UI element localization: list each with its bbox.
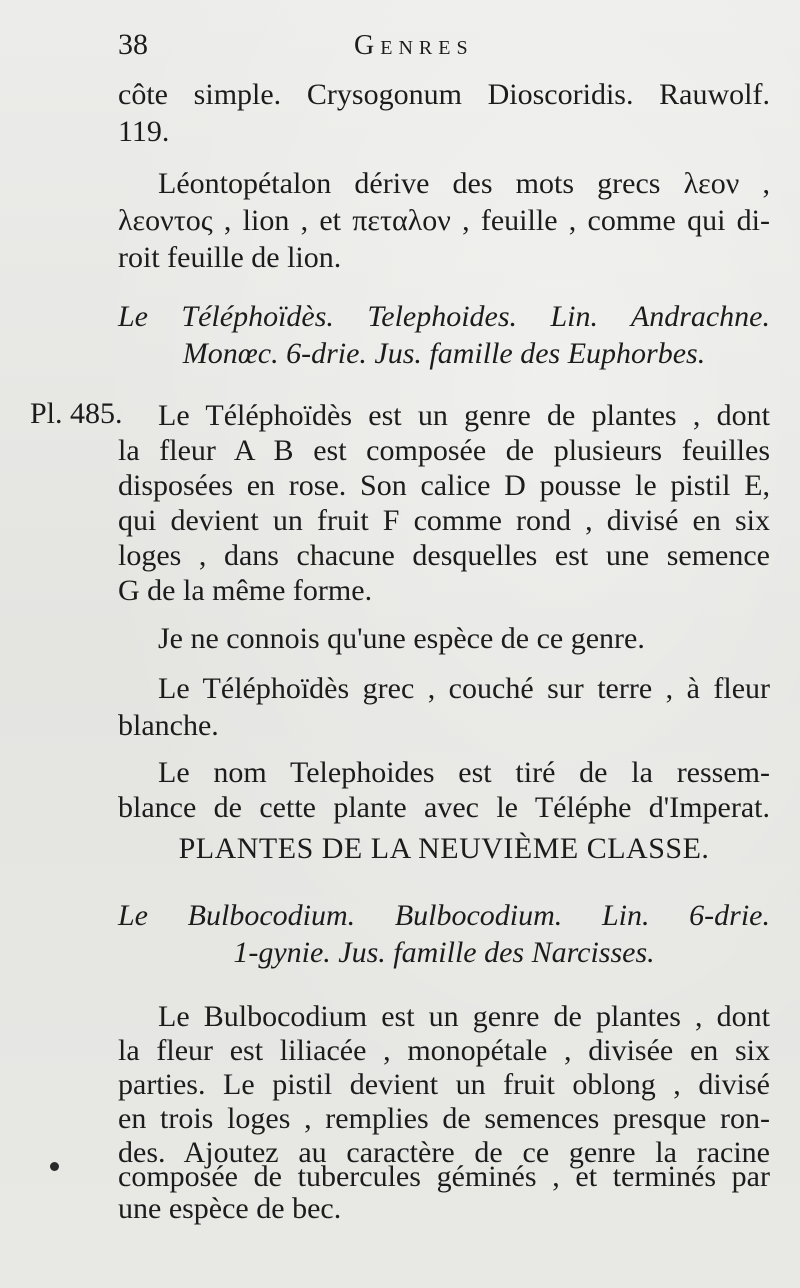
text-line: G de la même forme. (118, 574, 373, 607)
text-line: blance de cette plante avec le Téléphe d'Imperat. (118, 791, 770, 824)
ink-spot (50, 1162, 59, 1171)
genus-entry-heading: Monœc. 6-drie. Jus. famille des Euphorbes. (182, 337, 706, 370)
genus-entry-heading: Le Bulbocodium. Bulbocodium. Lin. 6-drie. (118, 899, 770, 932)
text-line: la fleur est liliacée , monopétale , divisée en six (118, 1034, 770, 1067)
text-line: des. Ajoutez au caractère de ce genre la racine (118, 1136, 770, 1169)
text-line: Le nom Telephoides est tiré de la ressem- (158, 756, 770, 789)
genus-entry-heading: 1-gynie. Jus. famille des Narcisses. (233, 936, 655, 969)
section-heading: PLANTES DE LA NEUVIÈME CLASSE. (178, 832, 710, 865)
text-line: la fleur A B est composée de plusieurs feuilles (118, 434, 770, 467)
text-line: roit feuille de lion. (118, 241, 342, 274)
text-line: Je ne connois qu'une espèce de ce genre. (158, 622, 645, 655)
text-line: qui devient un fruit F comme rond , divisé en six (118, 504, 770, 537)
text-line: côte simple. Crysogonum Dioscoridis. Rauwolf. (118, 78, 770, 111)
page-header (118, 28, 678, 68)
text-line: loges , dans chacune desquelles est une semence (118, 539, 770, 572)
running-head: Genres (354, 30, 474, 61)
text-line: 119. (118, 115, 170, 148)
text-line: Léontopétalon dérive des mots grecs λεον , (158, 167, 770, 200)
text-line: Le Bulbocodium est un genre de plantes , dont (158, 1000, 770, 1033)
text-line: λεοντος , lion , et πεταλον , feuille , comme qui di- (118, 204, 770, 237)
text-line: parties. Le pistil devient un fruit oblong , divisé (118, 1068, 770, 1101)
text-line: composée de tubercules géminés , et terminés par (118, 1160, 770, 1193)
text-line: en trois loges , remplies de semences presque ron- (118, 1102, 770, 1135)
plate-reference: Pl. 485. (30, 397, 123, 430)
page-number: 38 (118, 28, 148, 61)
text-line: disposées en rose. Son calice D pousse le pistil E, (118, 469, 770, 502)
text-line: Le Téléphoïdès est un genre de plantes , dont (158, 399, 770, 432)
text-line: blanche. (118, 709, 219, 742)
text-line: une espèce de bec. (118, 1192, 342, 1225)
text-line: Le Téléphoïdès grec , couché sur terre , à fleur (158, 672, 770, 705)
genus-entry-heading: Le Téléphoïdès. Telephoides. Lin. Andrachne. (118, 300, 770, 333)
